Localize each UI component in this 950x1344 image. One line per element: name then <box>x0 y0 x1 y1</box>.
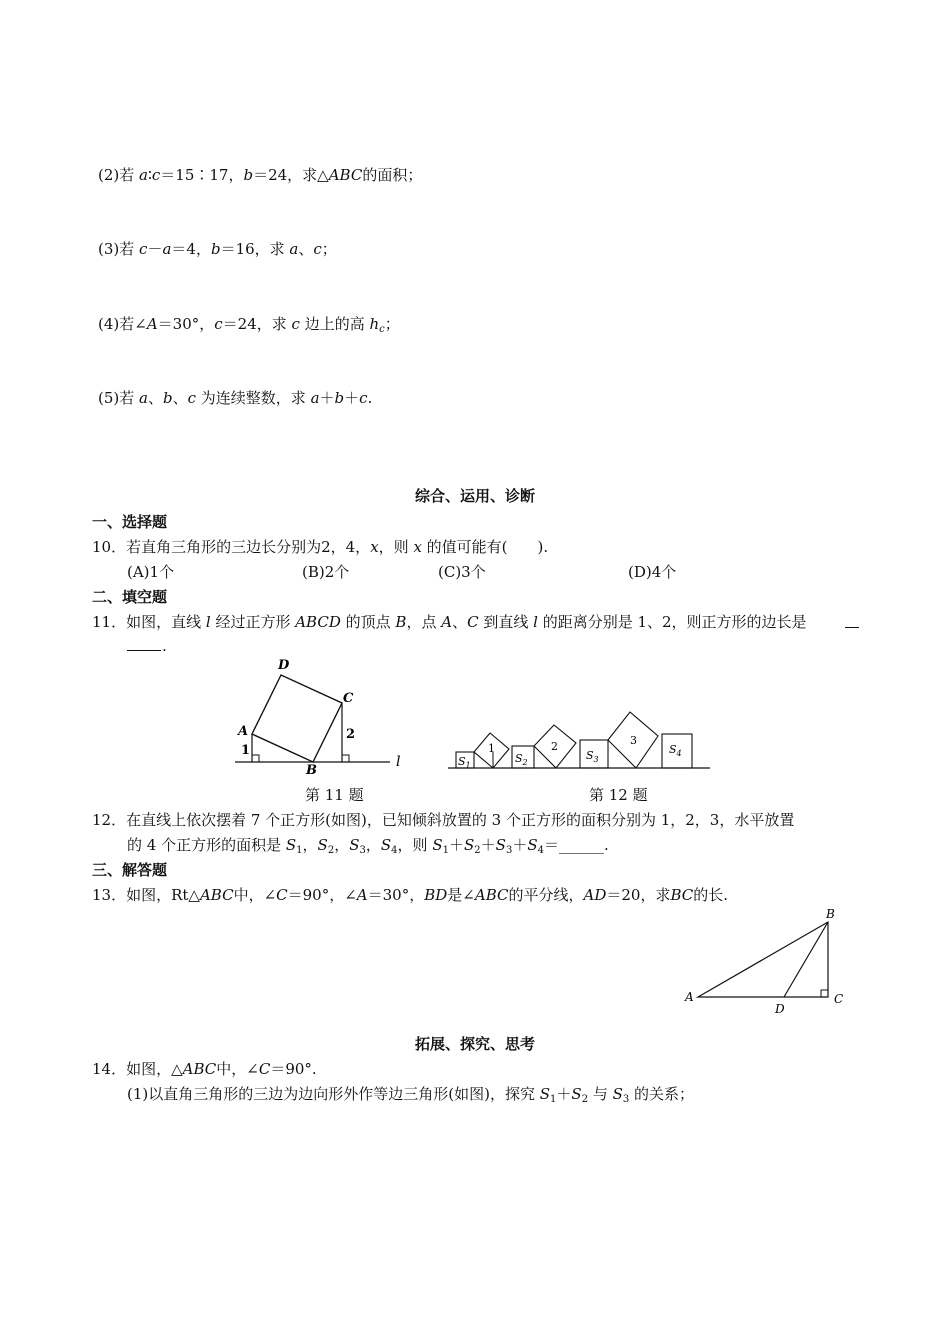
question-9-part-3: (3)若 c－a＝4，b＝16，求 a、c； <box>98 240 337 258</box>
flat-label-4: $S_4$ <box>669 743 682 758</box>
answer-blank-11 <box>127 650 161 651</box>
label-distance-1: 1 <box>241 743 251 758</box>
option-c: (C)3个 <box>438 563 486 581</box>
tilted-label-1: 1 <box>488 742 495 755</box>
answer-blank-11-start <box>845 627 859 628</box>
tilted-label-3: 3 <box>630 734 637 747</box>
question-11-end: . <box>162 637 167 655</box>
question-13-stem: 13．如图，Rt△ABC中，∠C＝90°，∠A＝30°，BD是∠ABC的平分线，AD＝20，求BC的长. <box>92 886 729 904</box>
question-12-line-1: 12．在直线上依次摆着 7 个正方形(如图)，已知倾斜放置的 3 个正方形的面积分别为 1，2，3，水平放置 <box>92 811 795 829</box>
label-b: B <box>826 907 835 921</box>
label-d: D <box>775 1002 785 1016</box>
question-9-part-5: (5)若 a、b、c 为连续整数，求 a＋b＋c. <box>98 389 373 407</box>
label-a: A <box>685 990 694 1004</box>
label-c: C <box>343 691 354 706</box>
triangle-abc <box>698 922 828 997</box>
square-abcd <box>252 675 342 762</box>
label-l: l <box>396 754 401 770</box>
option-d: (D)4个 <box>628 563 677 581</box>
heading-answer-questions: 三、解答题 <box>92 861 168 879</box>
label-c: C <box>834 992 844 1006</box>
caption-figure-11: 第 11 题 <box>305 786 364 804</box>
heading-multiple-choice: 一、选择题 <box>92 513 168 531</box>
tilted-label-2: 2 <box>551 740 558 753</box>
figure-11 <box>230 658 410 778</box>
option-b: (B)2个 <box>302 563 350 581</box>
label-b: B <box>306 763 317 778</box>
question-9-part-4: (4)若∠A＝30°，c＝24，求 c 边上的高 $h_c$； <box>98 315 400 335</box>
right-angle-c <box>821 990 828 997</box>
caption-figure-12: 第 12 题 <box>589 786 648 804</box>
right-angle-c <box>342 755 349 762</box>
flat-label-2: $S_2$ <box>515 752 528 767</box>
label-d: D <box>278 658 290 673</box>
figure-12 <box>448 706 713 776</box>
question-10-stem: 10．若直角三角形的三边长分别为2，4，x，则 x 的值可能有( ). <box>92 538 549 556</box>
option-a: (A)1个 <box>127 563 175 581</box>
section-title-extend: 拓展、探究、思考 <box>414 1035 535 1053</box>
figure-13 <box>680 905 850 1015</box>
question-9-part-2: (2)若 a∶c＝15∶17，b＝24，求△ABC的面积； <box>98 166 423 184</box>
question-11-stem: 11．如图，直线 l 经过正方形 ABCD 的顶点 B，点 A、C 到直线 l 的距离分别是 1、2，则正方形的边长是 <box>92 613 807 631</box>
label-a: A <box>238 724 249 739</box>
right-angle-a <box>252 755 259 762</box>
label-distance-2: 2 <box>346 727 356 742</box>
heading-fill-in: 二、填空题 <box>92 588 168 606</box>
section-title-comprehensive: 综合、运用、诊断 <box>414 487 535 505</box>
question-14-stem: 14．如图，△ABC中，∠C＝90°. <box>92 1060 317 1078</box>
flat-label-1: $S_1$ <box>458 755 471 770</box>
question-12-line-2: 的 4 个正方形的面积是 $S_1$，$S_2$，$S_3$，$S_4$，则 $S_1+S_2+S_3+S_4=\_\_\_\_\_\_$. <box>127 836 609 856</box>
question-14-part-1: (1)以直角三角形的三边为边向形外作等边三角形(如图)，探究 $S_1+S_2$ 与 $S_3$ 的关系； <box>127 1085 695 1105</box>
bisector-bd <box>784 922 828 997</box>
flat-label-3: $S_3$ <box>586 749 599 764</box>
